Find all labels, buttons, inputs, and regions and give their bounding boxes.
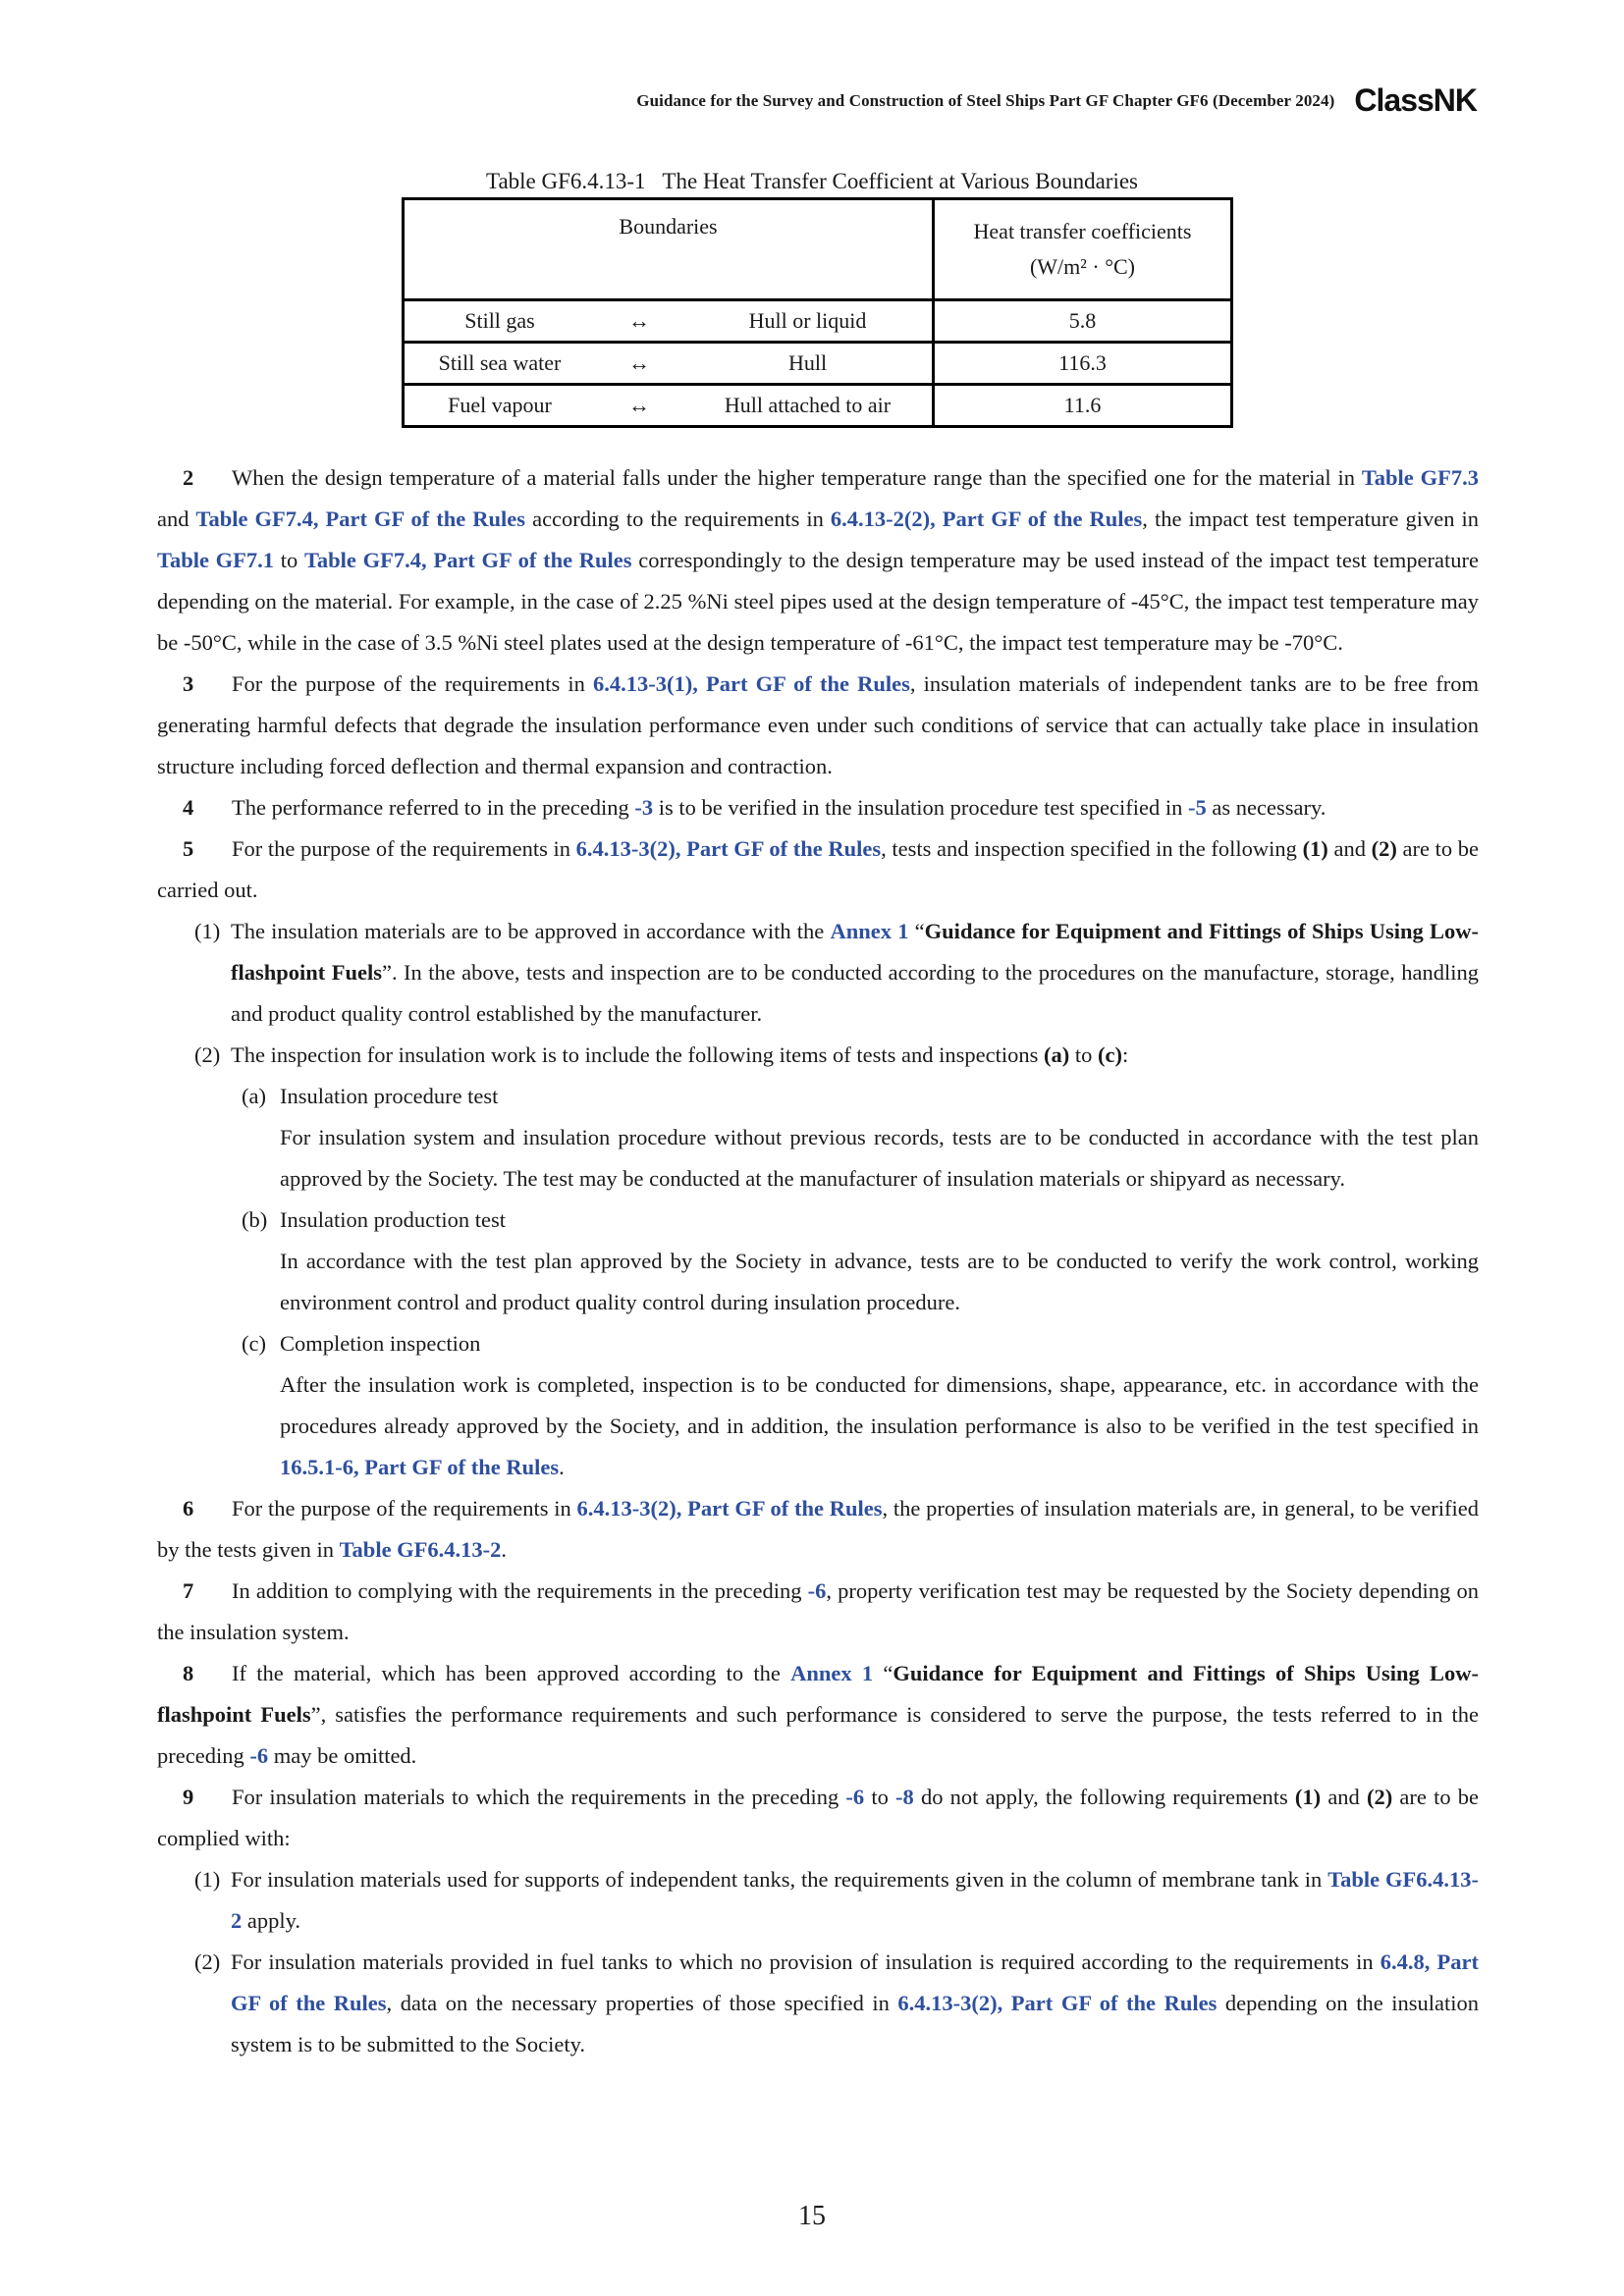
paragraph-7: 7 In addition to complying with the requirements in the preceding -6, property verification test may be requested by the Society depending on the insulation system. [157, 1571, 1479, 1653]
link-annex-1[interactable]: Annex 1 [790, 1661, 874, 1685]
sub-item-b-text: In accordance with the test plan approved by the Society in advance, tests are to be conducted to verify the work control, working environment control and product quality control during insulation procedure. [280, 1249, 1479, 1314]
paragraph-3: 3 For the purpose of the requirements in 6.4.13-3(1), Part GF of the Rules, insulation materials of independent tanks are to be free from generating harmful defects that degrade the insulation performance even under such conditions of service that can actually take place in insulation structure including forced deflection and thermal expansion and contraction. [157, 664, 1479, 787]
link-6-4-13-3-1[interactable]: 6.4.13-3(1), Part GF of the Rules [593, 671, 910, 696]
boundary-from: Fuel vapour [448, 393, 552, 417]
sub-item-b: (b) Insulation production test [280, 1200, 1479, 1241]
boundary-cell [404, 385, 934, 427]
link-6-4-13-3-2[interactable]: 6.4.13-3(2), Part GF of the Rules [897, 1991, 1218, 2015]
list-item-2: (2) The inspection for insulation work is to include the following items of tests and inspections (a) to (c): [231, 1035, 1479, 1076]
list-number: (2) [194, 1949, 221, 1974]
bidirectional-arrow-icon: ↔ [628, 393, 650, 417]
table-caption: Table GF6.4.13-1 The Heat Transfer Coefficient at Various Boundaries [486, 169, 1138, 193]
header-title: Guidance for the Survey and Construction of Steel Ships Part GF Chapter GF6 (December 2024) [636, 90, 1335, 110]
coefficient-value: 5.8 [934, 300, 1232, 343]
boundary-cell [404, 343, 934, 385]
boundary-to: Hull or liquid [748, 308, 867, 333]
link-table-gf7-1[interactable]: Table GF7.1 [157, 548, 275, 572]
table-row [404, 300, 1232, 343]
body-text [157, 457, 1479, 2065]
list-number: (2) [194, 1042, 221, 1067]
boundaries-header: Boundaries [404, 199, 934, 300]
sub-item-c-text: After the insulation work is completed, inspection is to be conducted for dimensions, shape, appearance, etc. in accordance with the procedures already approved by the Society, and in addition, the insulation performance is also to be verified in the test specified in 16.5.1-6, Part GF of the Rules. [280, 1372, 1479, 1479]
paragraph-9: 9 For insulation materials to which the requirements in the preceding -6 to -8 do not apply, the following requirements (1) and (2) are to be complied with: [157, 1777, 1479, 1859]
coefficient-unit: (W/m² · °C) [1029, 254, 1136, 279]
list-number: (1) [194, 919, 221, 943]
paragraph-number: 7 [183, 1578, 194, 1603]
link-minus-6[interactable]: -6 [845, 1785, 865, 1809]
link-table-gf6-4-13-2[interactable]: Table GF6.4.13-2 [231, 1867, 1480, 1933]
paragraph-4: 4 The performance referred to in the preceding -3 is to be verified in the insulation procedure test specified in -5 as necessary. [157, 787, 1479, 828]
table-row [404, 343, 1232, 385]
link-table-gf7-4[interactable]: Table GF7.4, Part GF of the Rules [303, 548, 632, 572]
link-minus-6[interactable]: -6 [249, 1743, 269, 1768]
boundary-from: Still sea water [438, 350, 562, 375]
paragraph-number: 8 [183, 1661, 194, 1685]
link-table-gf7-4[interactable]: Table GF7.4, Part GF of the Rules [195, 507, 526, 531]
boundary-to: Hull [787, 350, 828, 375]
paragraph-number: 3 [183, 671, 194, 696]
link-6-4-8[interactable]: 6.4.8, Part GF of the Rules [231, 1949, 1479, 2015]
sub-item-c: (c) Completion inspection [280, 1323, 1479, 1364]
list-item-9-2: (2) For insulation materials provided in fuel tanks to which no provision of insulation is required according to the requirements in 6.4.8, Part GF of the Rules, data on the necessary properties of those specified in 6.4.13-3(2), Part GF of the Rules depending on the insulation system is to be submitted to the Society. [231, 1942, 1479, 2065]
bidirectional-arrow-icon: ↔ [628, 308, 650, 333]
paragraph-number: 2 [183, 465, 194, 490]
boundary-to: Hull attached to air [724, 393, 892, 417]
coefficient-value: 116.3 [934, 343, 1232, 385]
paragraph-number: 5 [183, 836, 194, 861]
paragraph-number: 4 [183, 795, 194, 820]
coefficient-header-label: Heat transfer coefficients [973, 219, 1192, 243]
link-minus-8[interactable]: -8 [895, 1785, 914, 1809]
link-16-5-1-6[interactable]: 16.5.1-6, Part GF of the Rules [280, 1455, 560, 1479]
paragraph-6: 6 For the purpose of the requirements in 6.4.13-3(2), Part GF of the Rules, the properties of insulation materials are, in general, to be verified by the tests given in Table GF6.4.13-2. [157, 1488, 1479, 1571]
paragraph-2: 2 When the design temperature of a material falls under the higher temperature range than the specified one for the material in Table GF7.3 and Table GF7.4, Part GF of the Rules according to the requirements in 6.4.13-2(2), Part GF of the Rules, the impact test temperature given in Table GF7.1 to Table GF7.4, Part GF of the Rules correspondingly to the design temperature may be used instead of the impact test temperature depending on the material. For example, in the case of 2.25 %Ni steel pipes used at the design temperature of -45°C, the impact test temperature may be -50°C, while in the case of 3.5 %Ni steel plates used at the design temperature of -61°C, the impact test temperature may be -70°C. [157, 457, 1479, 664]
bidirectional-arrow-icon: ↔ [628, 350, 650, 375]
link-table-gf7-3[interactable]: Table GF7.3 [1361, 465, 1479, 490]
paragraph-5: 5 For the purpose of the requirements in 6.4.13-3(2), Part GF of the Rules, tests and inspection specified in the following (1) and (2) are to be carried out. [157, 828, 1479, 911]
link-table-gf6-4-13-2[interactable]: Table GF6.4.13-2 [339, 1537, 502, 1562]
list-item-1: (1) The insulation materials are to be approved in accordance with the Annex 1 “Guidance for Equipment and Fittings of Ships Using Low-flashpoint Fuels”. In the above, tests and inspection are to be conducted according to the procedures on the manufacture, storage, handling and product quality control established by the manufacturer. [231, 911, 1479, 1035]
page-header [636, 82, 1477, 119]
coefficient-value: 11.6 [934, 385, 1232, 427]
link-6-4-13-3-2[interactable]: 6.4.13-3(2), Part GF of the Rules [576, 1496, 883, 1521]
list-number: (1) [194, 1867, 221, 1892]
sub-item-a: (a) Insulation procedure test [280, 1076, 1479, 1117]
table-header-row [404, 199, 1232, 300]
page-number: 15 [798, 2201, 826, 2231]
paragraph-8: 8 If the material, which has been approved according to the Annex 1 “Guidance for Equipment and Fittings of Ships Using Low-flashpoint Fuels”, satisfies the performance requirements and such performance is considered to serve the purpose, the tests referred to in the preceding -6 may be omitted. [157, 1653, 1479, 1777]
boundary-cell [404, 300, 934, 343]
list-item-9-1: (1) For insulation materials used for supports of independent tanks, the requirements given in the column of membrane tank in Table GF6.4.13-2 apply. [231, 1859, 1479, 1942]
classnk-logo: ClassNK [1354, 82, 1477, 118]
link-annex-1[interactable]: Annex 1 [830, 919, 909, 943]
list-number: (a) [242, 1084, 266, 1108]
link-minus-5[interactable]: -5 [1188, 795, 1207, 820]
link-6-4-13-3-2[interactable]: 6.4.13-3(2), Part GF of the Rules [575, 836, 882, 861]
paragraph-number: 9 [183, 1785, 194, 1809]
sub-item-a-text: For insulation system and insulation procedure without previous records, tests are to be conducted in accordance with the test plan approved by the Society. The test may be conducted at the manufacturer of insulation materials or shipyard as necessary. [280, 1125, 1479, 1191]
link-6-4-13-2-2[interactable]: 6.4.13-2(2), Part GF of the Rules [830, 507, 1143, 531]
paragraph-number: 6 [183, 1496, 194, 1521]
list-number: (c) [242, 1331, 266, 1356]
link-minus-6[interactable]: -6 [807, 1578, 827, 1603]
list-number: (b) [242, 1207, 268, 1232]
coefficient-header [934, 199, 1232, 300]
link-minus-3[interactable]: -3 [634, 795, 654, 820]
heat-transfer-table [402, 197, 1233, 428]
boundary-from: Still gas [464, 308, 535, 333]
table-row [404, 385, 1232, 427]
